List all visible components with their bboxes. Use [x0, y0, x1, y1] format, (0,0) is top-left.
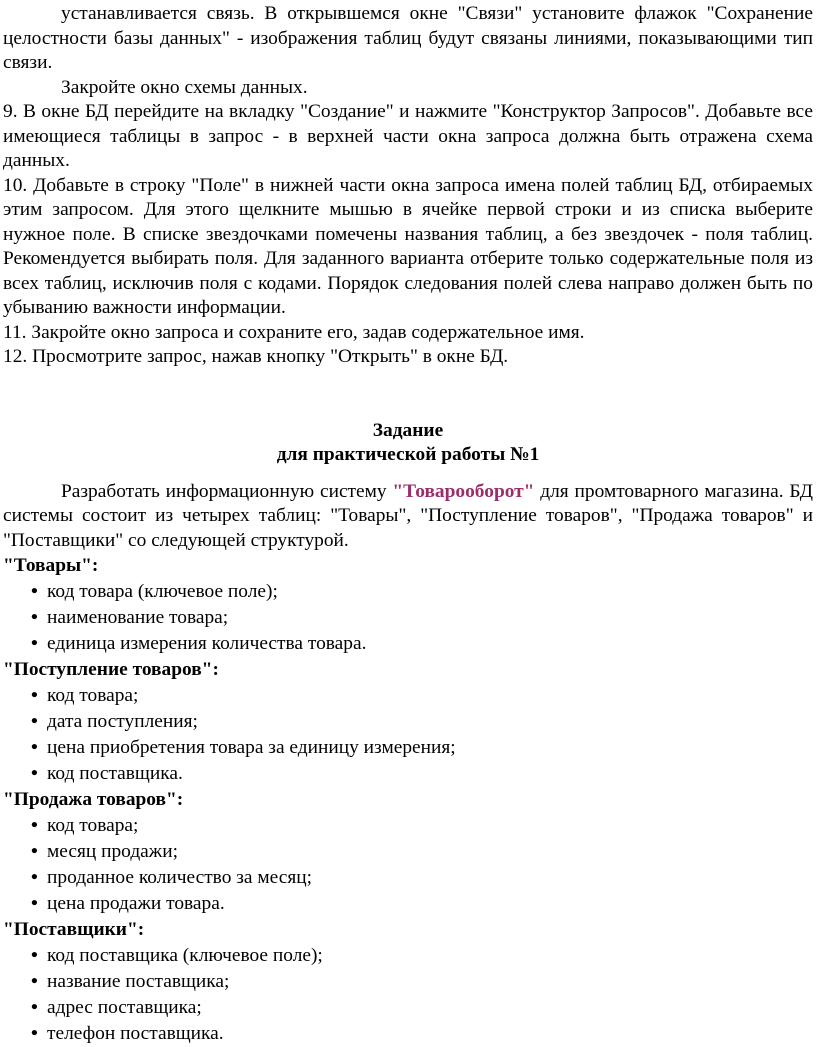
list-item: • код товара;	[31, 813, 813, 839]
instruction-step-11: 11. Закройте окно запроса и сохраните его, задав содержательное имя.	[3, 321, 585, 343]
instruction-close-schema: Закройте окно схемы данных.	[61, 76, 308, 98]
task-intro-start: Разработать информационную систему	[61, 480, 393, 502]
instruction-step-10: 10. Добавьте в строку "Поле" в нижней части окна запроса имена полей таблиц БД, отбираемых этим запросом. Для этого щелкните мышью в ячейке первой строки и из списка выберите нужное поле. В списке звездочками помечены названия таблиц, а без звездочек - поля таблиц. Рекомендуется выбирать поля. Для заданного варианта отберите только содержательные поля из всех таблиц, исключив поля с кодами. Порядок следования полей слева направо должен быть по убыванию важности информации.	[3, 174, 813, 318]
field-list-suppliers	[3, 943, 813, 1047]
system-name-highlight: "Товарооборот"	[392, 480, 535, 502]
instruction-paragraph-continued: устанавливается связь. В открывшемся окне "Связи" установите флажок "Сохранение целостности базы данных" - изображения таблиц будут связаны линиями, показывающими тип связи.	[3, 3, 813, 73]
field-list-goods	[3, 579, 813, 657]
list-item: • единица измерения количества товара.	[31, 631, 813, 657]
list-item: • адрес поставщика;	[31, 995, 813, 1021]
list-item: • код поставщика (ключевое поле);	[31, 943, 813, 969]
task-heading: Задание	[372, 419, 444, 441]
table-structure-sales	[3, 787, 813, 917]
task-intro	[3, 480, 813, 554]
section-spacer	[3, 370, 813, 419]
list-item: • код товара;	[31, 683, 813, 709]
list-item: • код поставщика.	[31, 761, 813, 787]
list-item: • телефон поставщика.	[31, 1021, 813, 1047]
list-item: • проданное количество за месяц;	[31, 865, 813, 891]
instruction-step-9: 9. В окне БД перейдите на вкладку "Создание" и нажмите "Конструктор Запросов". Добавьте все имеющиеся таблицы в запрос - в верхней части окна запроса должна быть отражена схема данных.	[3, 101, 813, 171]
table-structure-goods	[3, 553, 813, 657]
task-intro-end: для промтоварного магазина. БД системы состоит из четырех таблиц: "Товары", "Поступление товаров", "Продажа товаров" и "Поставщики" со следующей структурой.	[3, 480, 813, 551]
list-item: • дата поступления;	[31, 709, 813, 735]
list-item: • код товара (ключевое поле);	[31, 579, 813, 605]
table-title-goods: "Товары":	[3, 555, 99, 576]
field-list-sales	[3, 813, 813, 917]
list-item: • цена приобретения товара за единицу измерения;	[31, 735, 813, 761]
table-title-sales: "Продажа товаров":	[3, 789, 184, 810]
table-title-suppliers: "Поставщики":	[3, 919, 145, 940]
field-list-receipts	[3, 683, 813, 787]
table-title-receipts: "Поступление товаров":	[3, 659, 219, 680]
list-item: • наименование товара;	[31, 605, 813, 631]
list-item: • название поставщика;	[31, 969, 813, 995]
table-structure-receipts	[3, 657, 813, 787]
task-subheading: для практической работы №1	[276, 444, 540, 465]
table-structure-suppliers	[3, 917, 813, 1047]
list-item: • месяц продажи;	[31, 839, 813, 865]
instruction-step-12: 12. Просмотрите запрос, нажав кнопку "Открыть" в окне БД.	[3, 346, 509, 367]
list-item: • цена продажи товара.	[31, 891, 813, 917]
